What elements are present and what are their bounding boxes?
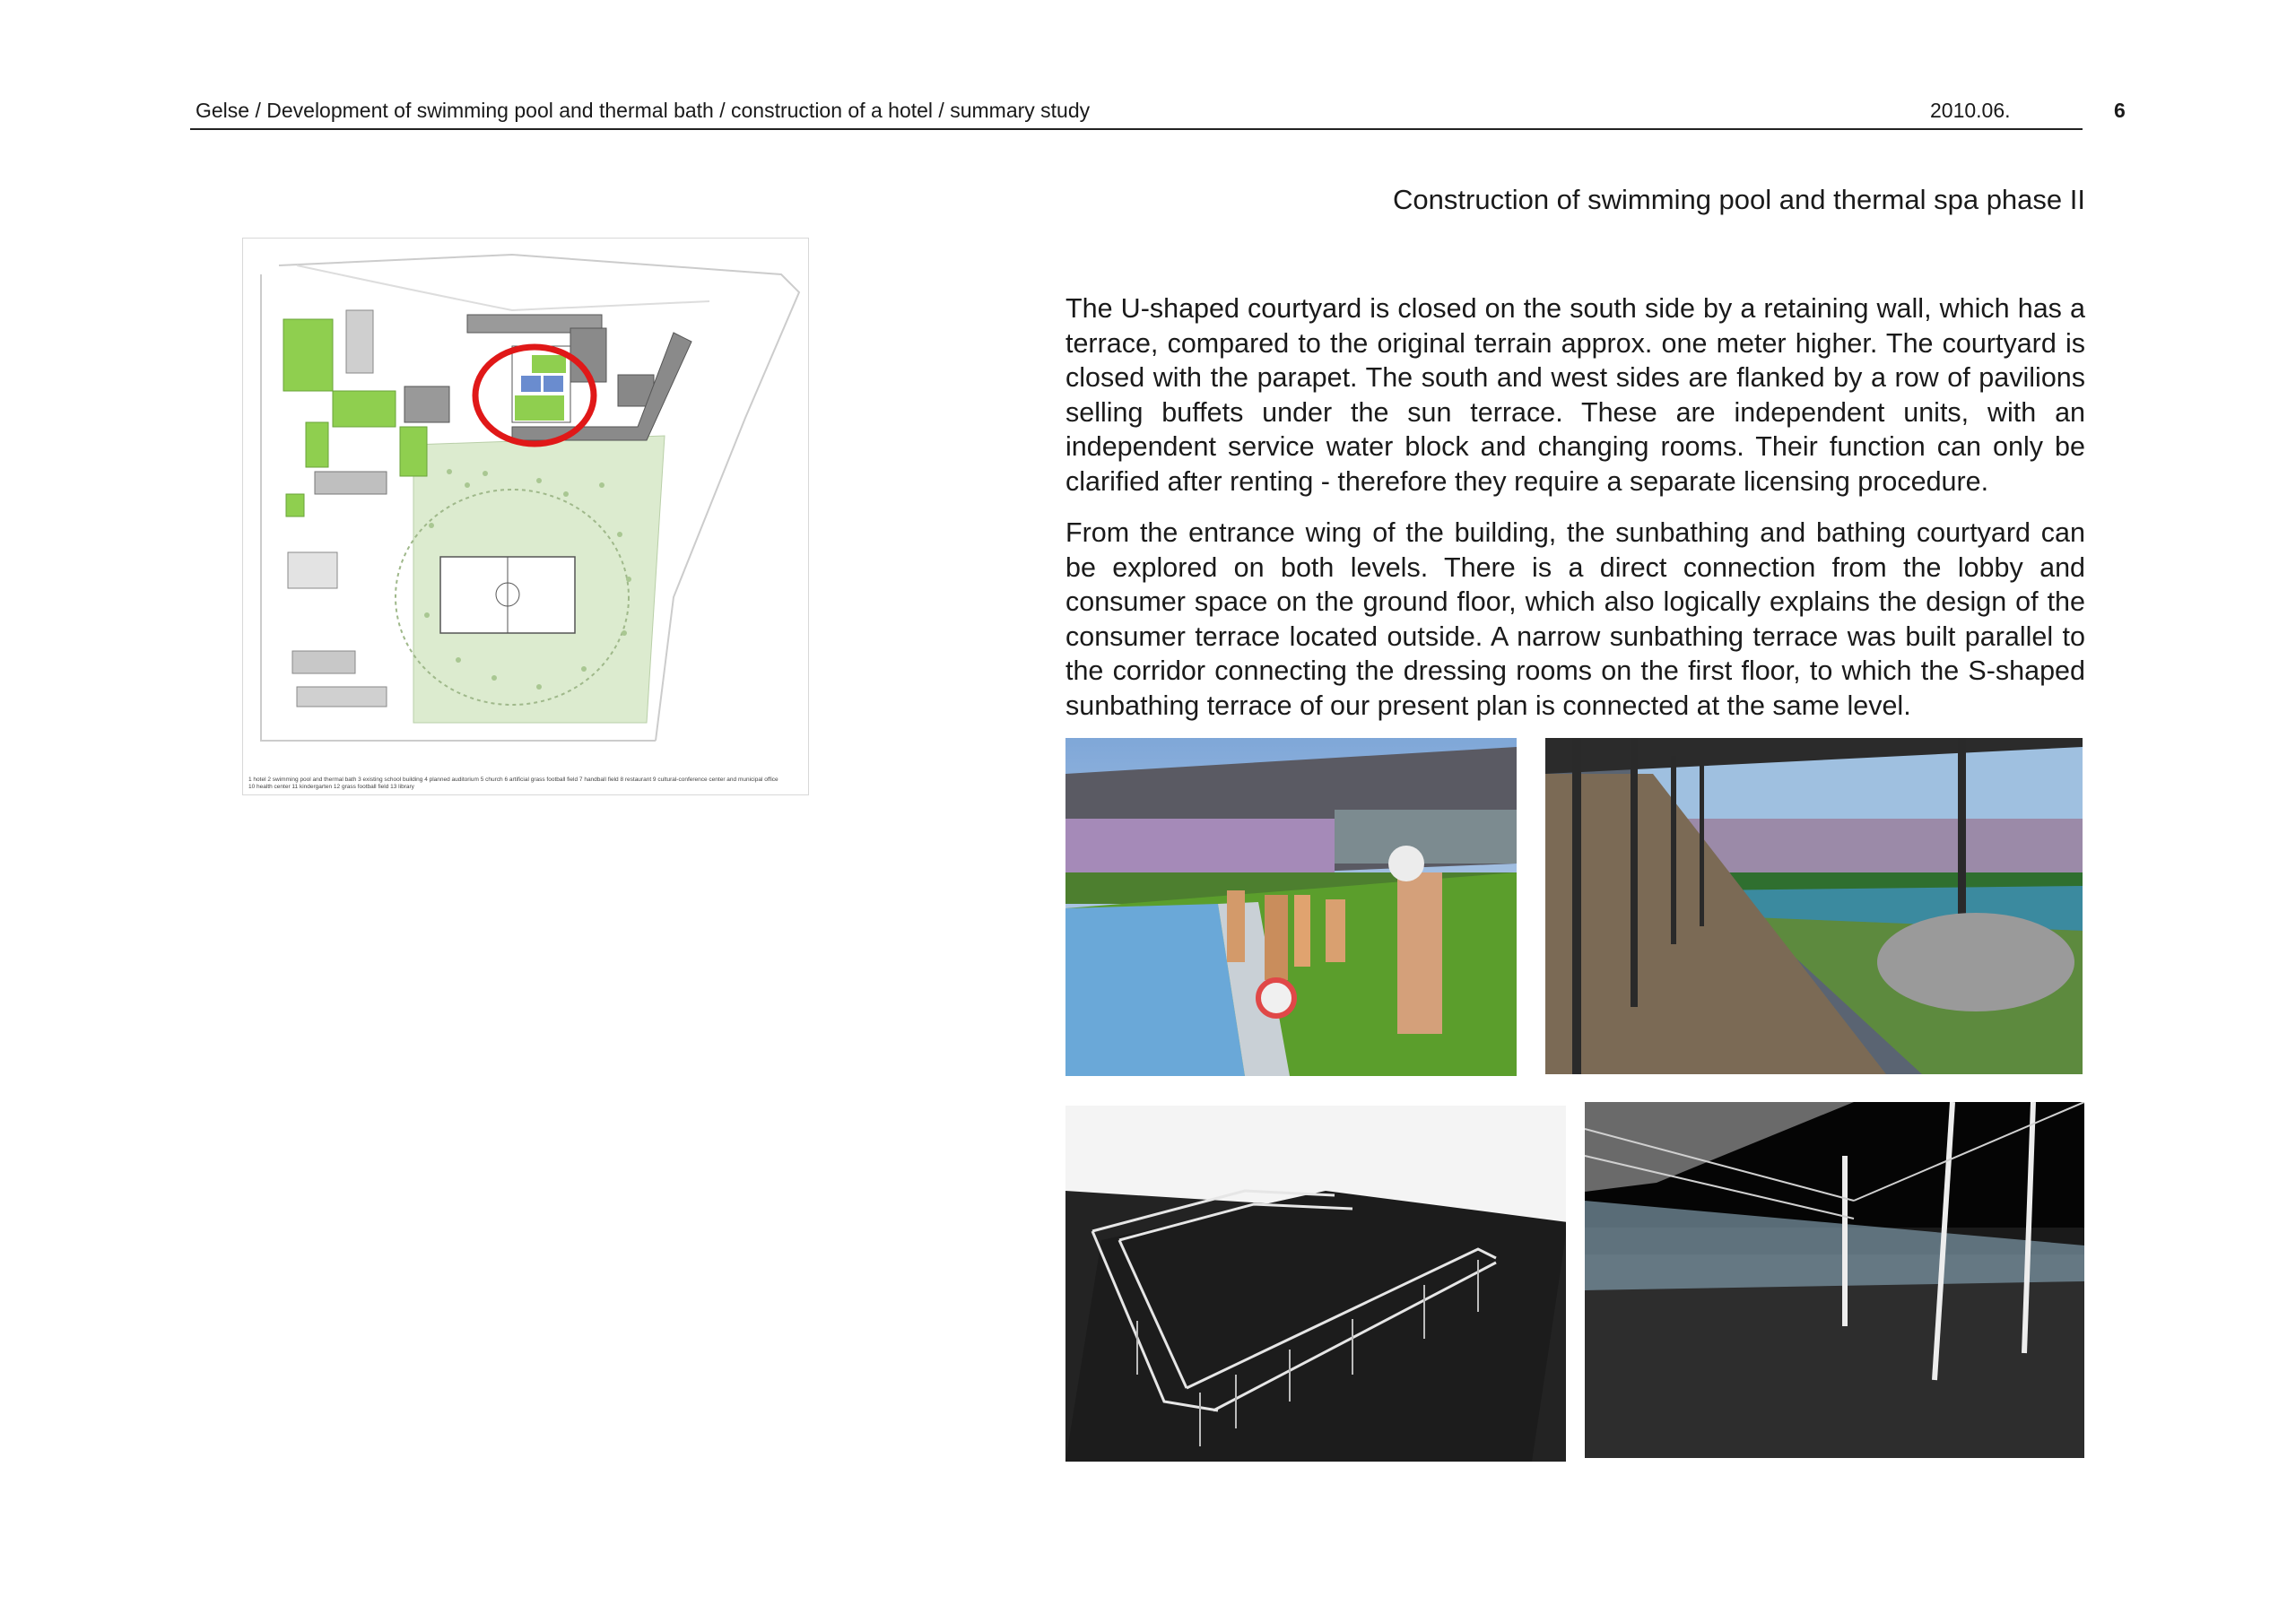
site-plan-figure xyxy=(242,238,809,795)
render-under-terrace xyxy=(1585,1102,2084,1458)
site-plan-caption xyxy=(248,777,801,791)
site-plan-caption-line-1: 1 hotel 2 swimming pool and thermal bath 3 existing school building 4 planned auditorium 5 church 6 artificial grass football field 7 handball field 8 restaurant 9 cultural-conference center and municipal office xyxy=(248,777,778,783)
header-divider xyxy=(190,128,2083,130)
paragraph-2: From the entrance wing of the building, the sunbathing and bathing courtyard can be explored on both levels. There is a direct connection from the lobby and consumer space on the ground floor, which also logically explains the design of the consumer terrace located outside. A narrow sunbathing terrace was built parallel to the corridor connecting the dressing rooms on the first floor, to which the S-shaped sunbathing terrace of our present plan is connected at the same level. xyxy=(1065,517,2085,721)
body-text xyxy=(1065,291,2085,740)
site-plan-drawing xyxy=(243,239,808,759)
page-number: 6 xyxy=(2114,99,2126,122)
header-date: 2010.06. xyxy=(1930,99,2011,122)
render-covered-walkway xyxy=(1545,738,2083,1074)
render-courtyard-pool xyxy=(1065,738,1517,1076)
render-aerial-terrace xyxy=(1065,1106,1566,1462)
site-plan-caption-line-2: 10 health center 11 kindergarten 12 grass football field 13 library xyxy=(248,784,414,790)
section-title: Construction of swimming pool and thermal spa phase II xyxy=(1393,184,2085,215)
paragraph-1: The U-shaped courtyard is closed on the south side by a retaining wall, which has a terrace, compared to the original terrain approx. one meter higher. The courtyard is closed with the parapet. The south and west sides are flanked by a row of pavilions selling buffets under the sun terrace. These are independent units, with an independent service water block and changing rooms. Their function can only be clarified after renting - therefore they require a separate licensing procedure. xyxy=(1065,293,2085,497)
header-title: Gelse / Development of swimming pool and thermal bath / construction of a hotel / summary study xyxy=(196,99,1091,122)
